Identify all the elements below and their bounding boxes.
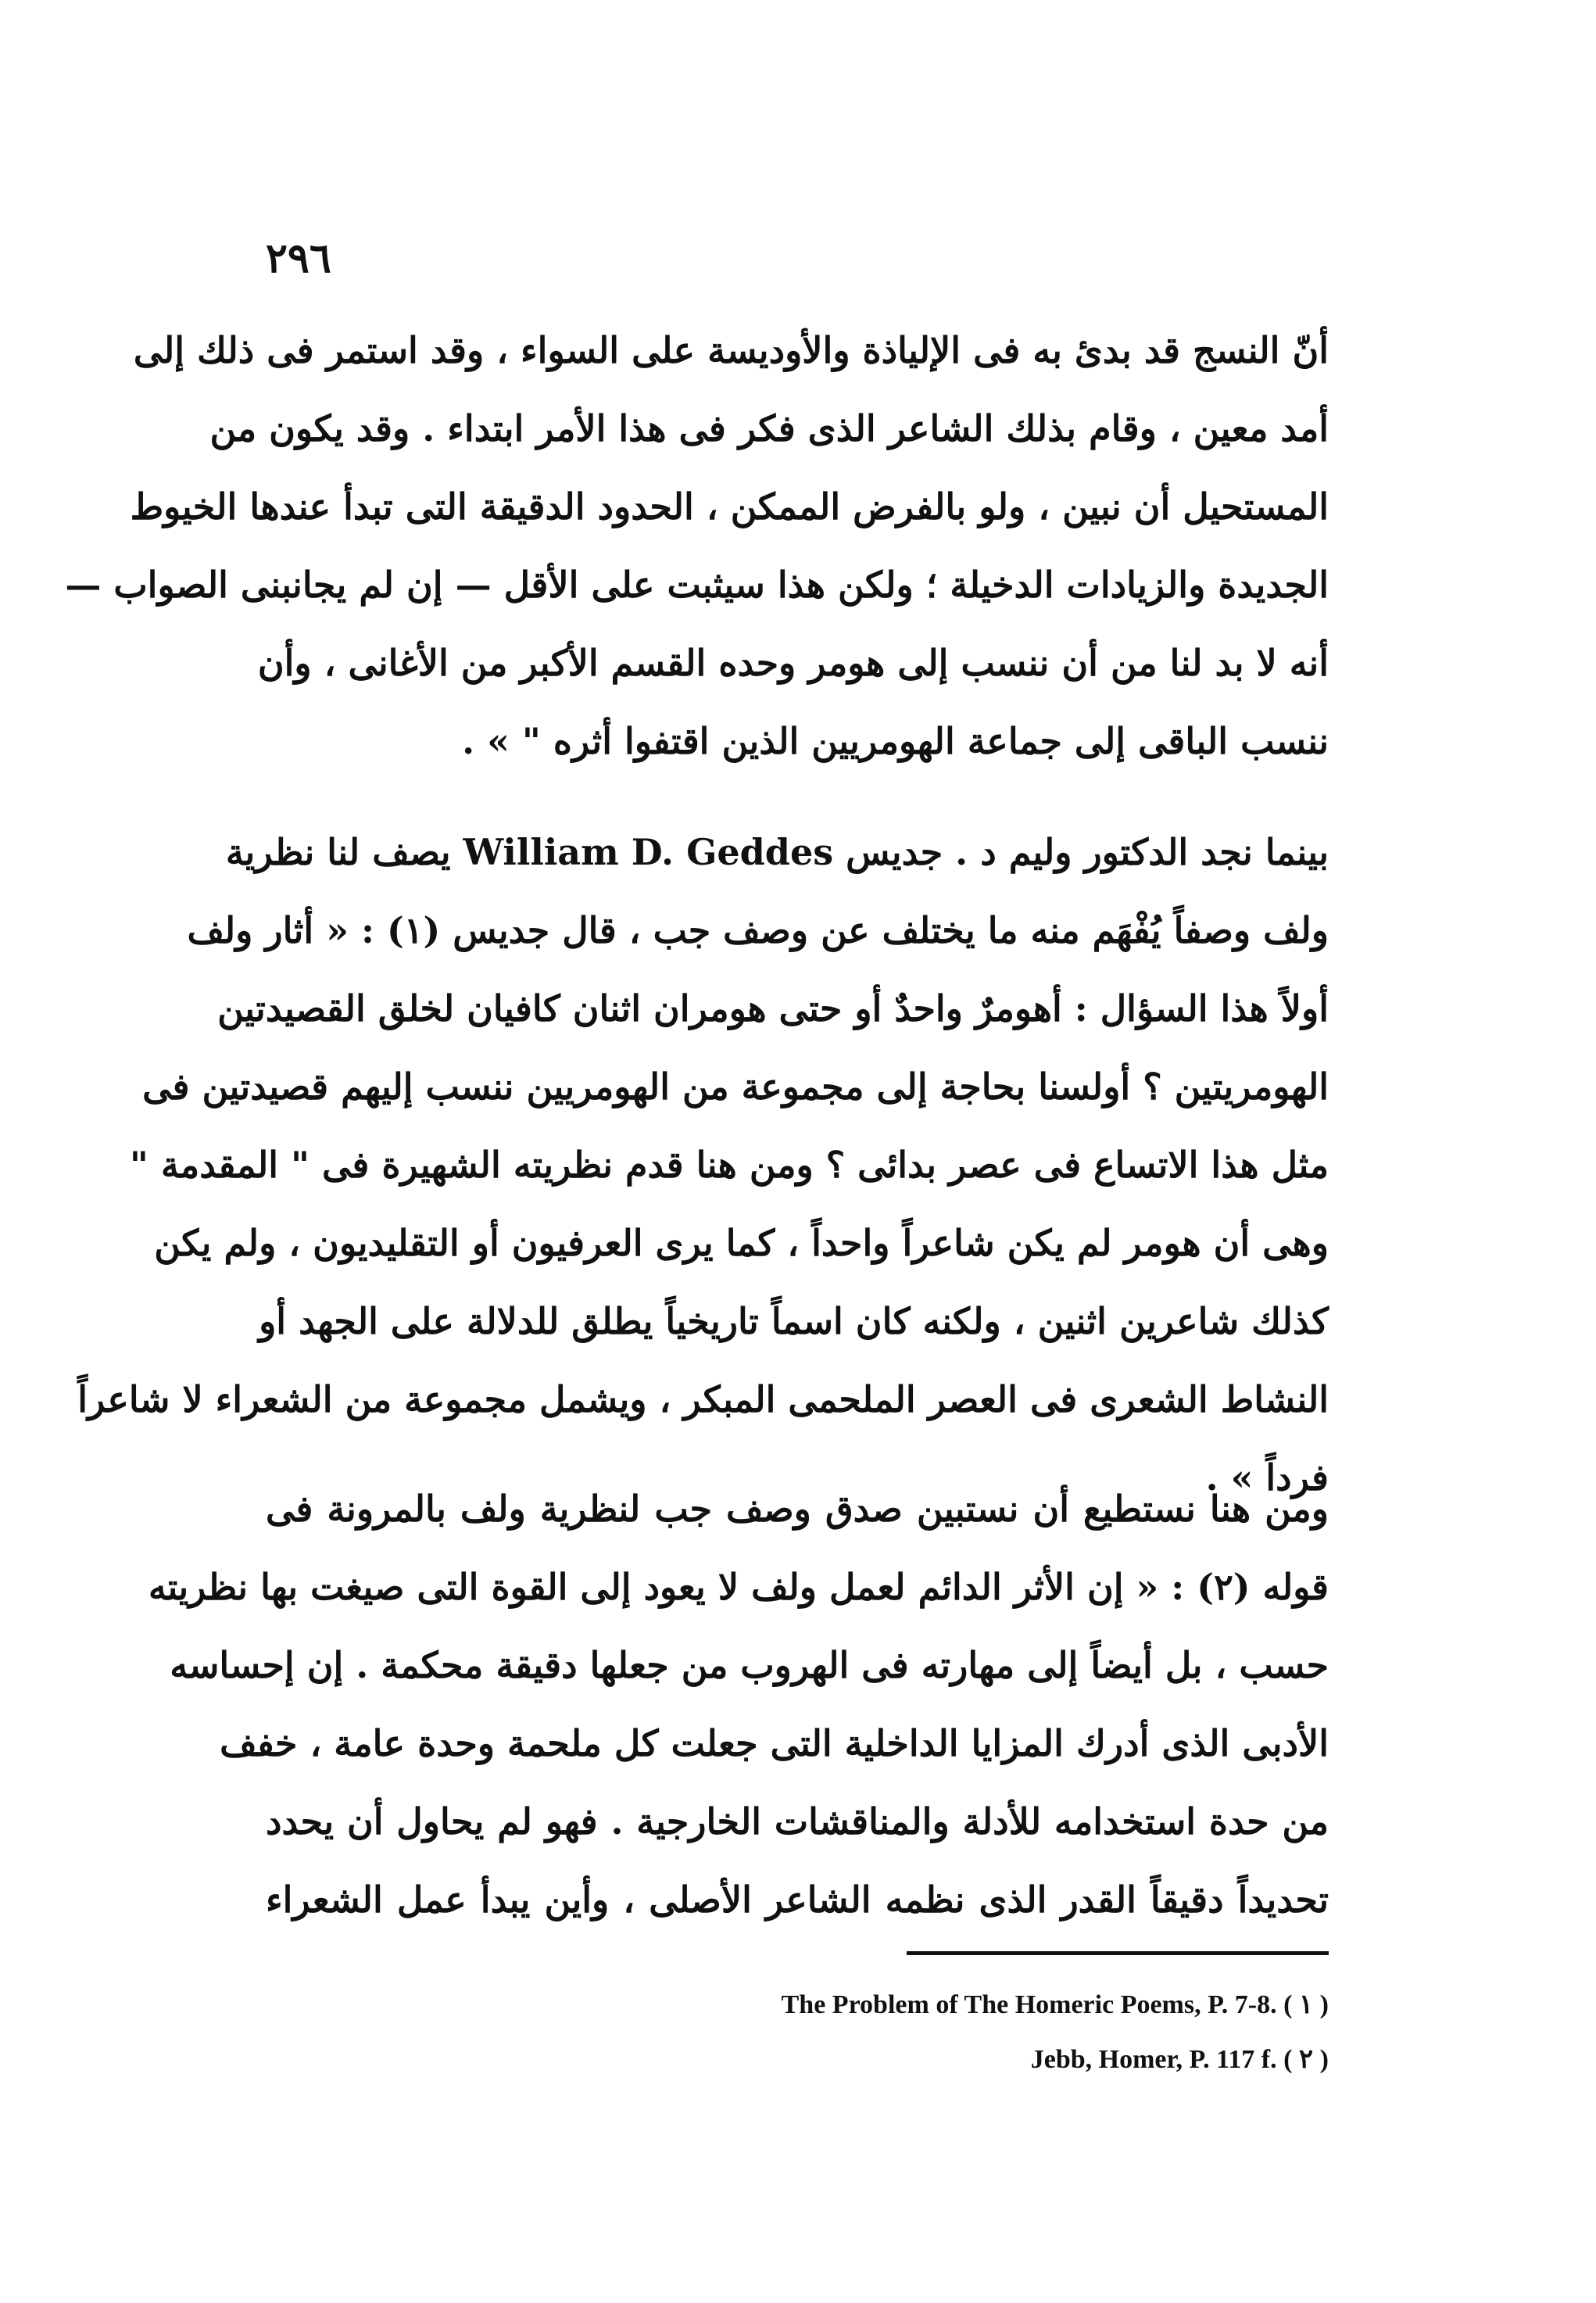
- text-line: الأدبى الذى أدرك المزايا الداخلية التى جعلت كل ملحمة وحدة عامة ، خفف: [220, 1722, 1329, 1764]
- paragraph-1: [65, 311, 1329, 780]
- text-line: الهومريتين ؟ أولسنا بحاجة إلى مجموعة من الهومريين ننسب إليهم قصيدتين فى: [142, 1066, 1329, 1108]
- text-line: أنّ النسج قد بدئ به فى الإلياذة والأوديسة على السواء ، وقد استمر فى ذلك إلى: [133, 329, 1329, 371]
- text-line: الجديدة والزيادات الدخيلة ؛ ولكن هذا سيثبت على الأقل — إن لم يجانبنى الصواب —: [65, 564, 1329, 606]
- footnotes: [547, 1978, 1329, 2087]
- text-line: المستحيل أن نبين ، ولو بالفرض الممكن ، الحدود الدقيقة التى تبدأ عندها الخيوط: [130, 485, 1329, 528]
- text-line: وهى أن هومر لم يكن شاعراً واحداً ، كما يرى العرفيون أو التقليديون ، ولم يكن: [154, 1222, 1329, 1264]
- paragraph-3: [148, 1470, 1329, 1939]
- text-line: أمد معين ، وقام بذلك الشاعر الذى فكر فى هذا الأمر ابتداء . وقد يكون من: [209, 407, 1329, 449]
- text-line: النشاط الشعرى فى العصر الملحمى المبكر ، ويشمل مجموعة من الشعراء لا شاعراً: [77, 1378, 1329, 1420]
- text-line: أولاً هذا السؤال : أهومرٌ واحدٌ أو حتى هومران اثنان كافيان لخلق القصيدتين: [217, 987, 1329, 1030]
- text-line: تحديداً دقيقاً القدر الذى نظمه الشاعر الأصلى ، وأين يبدأ عمل الشعراء: [266, 1879, 1329, 1921]
- text-line: بينما نجد الدكتور وليم د . جديس William D. Geddes يصف لنا نظرية: [225, 831, 1329, 873]
- text-line: قوله (٢) : « إن الأثر الدائم لعمل ولف لا يعود إلى القوة التى صيغت بها نظريته: [148, 1566, 1329, 1608]
- page-number: ٢٩٦: [266, 235, 331, 282]
- text-line: ننسب الباقى إلى جماعة الهومريين الذين اقتفوا أثره " » .: [462, 720, 1329, 762]
- footnote-divider: [907, 1951, 1329, 1955]
- paragraph-2: [77, 813, 1329, 1517]
- text-line: فرداً » .: [1205, 1456, 1329, 1499]
- text-line: ولف وصفاً يُفْهَم منه ما يختلف عن وصف جب ، قال جديس (١) : « أثار ولف: [187, 909, 1329, 951]
- text-line: أنه لا بد لنا من أن ننسب إلى هومر وحده القسم الأكبر من الأغانى ، وأن: [257, 642, 1329, 684]
- footnote-1: The Problem of The Homeric Poems, P. 7-8. ( ١ ): [781, 1990, 1329, 2019]
- text-line: حسب ، بل أيضاً إلى مهارته فى الهروب من جعلها دقيقة محكمة . إن إحساسه: [170, 1644, 1329, 1686]
- footnote-2: Jebb, Homer, P. 117 f. ( ٢ ): [1030, 2045, 1329, 2074]
- text-line: كذلك شاعرين اثنين ، ولكنه كان اسماً تاريخياً يطلق للدلالة على الجهد أو: [259, 1300, 1329, 1342]
- text-line: مثل هذا الاتساع فى عصر بدائى ؟ ومن هنا قدم نظريته الشهيرة فى " المقدمة ": [129, 1144, 1329, 1186]
- text-line: ومن هنا نستطيع أن نستبين صدق وصف جب لنظرية ولف بالمرونة فى: [266, 1488, 1329, 1530]
- text-line: من حدة استخدامه للأدلة والمناقشات الخارجية . فهو لم يحاول أن يحدد: [266, 1800, 1329, 1843]
